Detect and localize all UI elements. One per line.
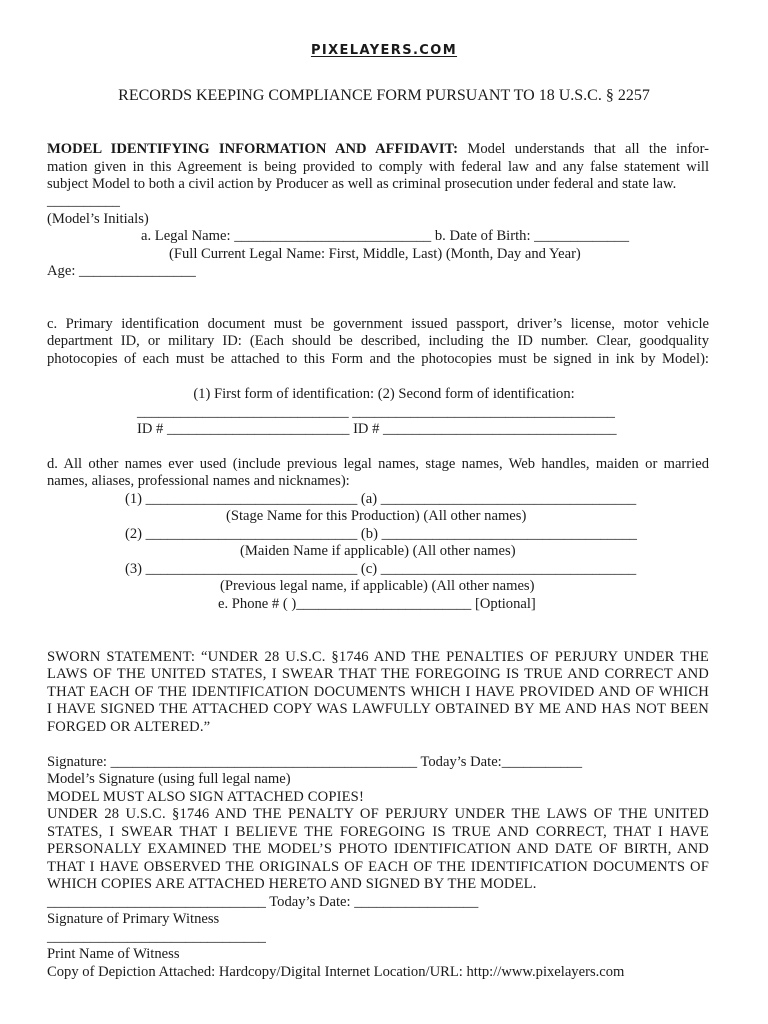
id-instructions-line-1: c. Primary identification document must be government issued passport, driver’s license, motor vehicle xyxy=(47,315,709,332)
legal-name-hint: (Full Current Legal Name: First, Middle, Last) (Month, Day and Year) xyxy=(169,245,581,262)
model-signature-label: Model’s Signature (using full legal name) xyxy=(47,771,291,787)
form-title: RECORDS KEEPING COMPLIANCE FORM PURSUANT TO 18 U.S.C. § 2257 xyxy=(118,87,650,104)
witness-signature-date-fields[interactable]: ______________________________ Today’s Date: _________________ xyxy=(47,893,479,910)
witness-statement-line-4: THAT I HAVE OBSERVED THE ORIGINALS OF EACH OF THE IDENTIFICATION DOCUMENTS OF xyxy=(47,858,709,875)
names-instructions-line-1: d. All other names ever used (include previous legal names, stage names, Web handles, maiden or married xyxy=(47,455,709,472)
age-field[interactable]: Age: ________________ xyxy=(47,263,196,279)
depiction-url-line: Copy of Depiction Attached: Hardcopy/Digital Internet Location/URL: http://www.pixelayers.com xyxy=(47,963,625,980)
brand-logo-text[interactable]: PIXELAYERS.COM xyxy=(310,43,458,58)
affidavit-line-3: subject Model to both a civil action by Producer as well as criminal prosecution under federal and state law. xyxy=(47,176,677,192)
witness-statement-line-2: STATES, I SWEAR THAT I BELIEVE THE FOREGOING IS TRUE AND CORRECT, THAT I HAVE xyxy=(47,823,709,840)
id-instructions-line-2: department ID, or military ID: (Each should be described, including the ID number. Clear, goodquality xyxy=(47,333,709,349)
names-instructions-line-2: names, aliases, professional names and nicknames): xyxy=(47,473,350,489)
id-forms-label: (1) First form of identification: (2) Second form of identification: xyxy=(193,386,575,402)
affidavit-text: Model understands that all the infor- xyxy=(458,141,709,157)
witness-print-name-label: Print Name of Witness xyxy=(47,946,180,962)
affidavit-heading: MODEL IDENTIFYING INFORMATION AND AFFIDAVIT: xyxy=(47,141,459,157)
name-row-3-fields[interactable]: (3) _____________________________ (c) ___________________________________ xyxy=(125,560,637,577)
witness-statement-line-3: PERSONALLY EXAMINED THE MODEL’S PHOTO IDENTIFICATION AND DATE OF BIRTH, AND xyxy=(47,841,709,857)
model-signature-date-fields[interactable]: Signature: __________________________________________ Today’s Date:___________ xyxy=(47,753,583,770)
must-sign-notice: MODEL MUST ALSO SIGN ATTACHED COPIES! xyxy=(47,788,364,805)
name-row-2-hint: (Maiden Name if applicable) (All other names) xyxy=(240,543,516,559)
sworn-statement-line-4: I HAVE SIGNED THE ATTACHED COPY WAS LAWFULLY OBTAINED BY ME AND HAS NOT BEEN xyxy=(47,701,709,717)
sworn-statement-line-1: SWORN STATEMENT: “UNDER 28 U.S.C. §1746 AND THE PENALTIES OF PERJURY UNDER THE xyxy=(47,648,709,665)
affidavit-line-1 xyxy=(47,141,709,158)
sworn-statement-line-5: FORGED OR ALTERED.” xyxy=(47,718,211,735)
name-row-3-hint: (Previous legal name, if applicable) (All other names) xyxy=(220,578,535,594)
witness-signature-label: Signature of Primary Witness xyxy=(47,911,220,927)
id-number-fields[interactable]: ID # _________________________ ID # ________________________________ xyxy=(137,421,617,437)
name-row-1-hint: (Stage Name for this Production) (All other names) xyxy=(226,508,527,524)
id-description-fields[interactable]: _____________________________ ____________________________________ xyxy=(137,403,615,420)
initials-field[interactable]: __________ xyxy=(47,193,120,209)
sworn-statement-line-3: THAT EACH OF THE IDENTIFICATION DOCUMENTS WHICH I HAVE PROVIDED AND OF WHICH xyxy=(47,683,709,700)
name-row-2-fields[interactable]: (2) _____________________________ (b) ___________________________________ xyxy=(125,525,637,542)
sworn-statement-line-2: LAWS OF THE UNITED STATES, I SWEAR THAT THE FOREGOING IS TRUE AND CORRECT AND xyxy=(47,666,709,682)
name-row-1-fields[interactable]: (1) _____________________________ (a) ___________________________________ xyxy=(125,490,637,507)
affidavit-line-2: mation given in this Agreement is being provided to comply with federal law and any false statement will xyxy=(47,158,709,175)
phone-field[interactable]: e. Phone # ( )________________________ [Optional] xyxy=(218,595,536,612)
initials-label: (Model’s Initials) xyxy=(47,211,149,227)
id-instructions-line-3: photocopies of each must be attached to this Form and the photocopies must be signed in ink by Model): xyxy=(47,350,709,367)
witness-statement-line-5: WHICH COPIES ARE ATTACHED HERETO AND SIGNED BY THE MODEL. xyxy=(47,876,537,892)
witness-print-name-field[interactable]: ______________________________ xyxy=(47,928,266,945)
witness-statement-line-1: UNDER 28 U.S.C. §1746 AND THE PENALTY OF PERJURY UNDER THE LAWS OF THE UNITED xyxy=(47,806,709,822)
legal-name-dob-fields[interactable]: a. Legal Name: ___________________________ b. Date of Birth: _____________ xyxy=(141,228,630,244)
